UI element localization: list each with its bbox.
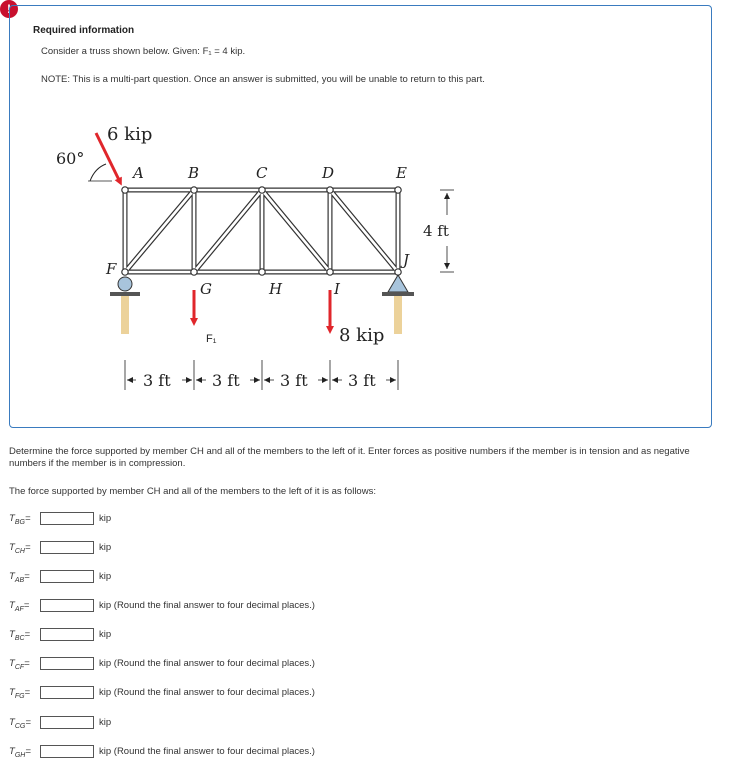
answer-subhead: The force supported by member CH and all of the members to the left of it is as follows: [9,486,376,497]
answer-unit: kip [99,542,112,553]
info-note: NOTE: This is a multi-part question. Once an answer is submitted, you will be unable to return to this part. [41,74,485,85]
answer-label: $T_{AF}=$ [9,600,30,613]
answer-unit: kip [99,571,112,582]
alert-icon: ! [0,0,18,18]
span-label-3: 3 ft [280,371,308,390]
node-label-A: A [133,164,144,182]
load-a-label: 6 kip [107,124,153,145]
node-label-C: C [256,164,268,182]
span-label-2: 3 ft [212,371,240,390]
node-label-H: H [269,280,283,298]
answer-input-tfg[interactable] [40,686,94,699]
answer-input-tch[interactable] [40,541,94,554]
height-label: 4 ft [423,222,449,240]
answer-unit: kip [99,717,112,728]
answer-unit: kip (Round the final answer to four decimal places.) [99,658,315,669]
pin-support-J [382,275,414,334]
answer-label: $T_{CF}=$ [9,658,30,671]
node-label-G: G [200,280,212,298]
answer-unit: kip (Round the final answer to four decimal places.) [99,746,315,757]
roller-support-F [110,277,140,334]
answer-label: $T_{AB}=$ [9,571,30,584]
answer-input-tbc[interactable] [40,628,94,641]
answer-unit: kip [99,629,112,640]
answer-input-tab[interactable] [40,570,94,583]
angle-arc [90,164,106,181]
answer-input-tcg[interactable] [40,716,94,729]
answer-label: $T_{BC}=$ [9,629,31,642]
answer-label: $T_{BG}=$ [9,513,31,526]
answer-input-taf[interactable] [40,599,94,612]
span-label-1: 3 ft [143,371,171,390]
answer-unit: kip (Round the final answer to four decimal places.) [99,687,315,698]
answer-label: $T_{GH}=$ [9,746,31,759]
node-label-B: B [188,164,200,182]
info-title: Required information [33,25,135,36]
span-label-4: 3 ft [348,371,376,390]
load-i-label: 8 kip [339,325,385,346]
node-label-E: E [396,164,407,182]
answer-input-tbg[interactable] [40,512,94,525]
answer-unit: kip [99,513,112,524]
answer-input-tcf[interactable] [40,657,94,670]
answer-label: $T_{FG}=$ [9,687,31,700]
node-label-J: J [403,251,410,269]
load-g-label: F₁ [206,333,217,345]
node-label-I: I [334,280,340,298]
node-label-F: F [106,260,117,278]
answer-input-tgh[interactable] [40,745,94,758]
info-given-text: Consider a truss shown below. Given: F₁ = 4 kip. [41,46,246,57]
question-prompt: Determine the force supported by member CH and all of the members to the left of it. Enter forces as positive numbers if the member is in tension and as negative numbers if the member is in compression. [9,446,690,469]
node-label-D: D [322,164,335,182]
answer-label: $T_{CG}=$ [9,717,31,730]
answer-label: $T_{CH}=$ [9,542,31,555]
angle-label: 60° [56,149,85,168]
answer-unit: kip (Round the final answer to four decimal places.) [99,600,315,611]
